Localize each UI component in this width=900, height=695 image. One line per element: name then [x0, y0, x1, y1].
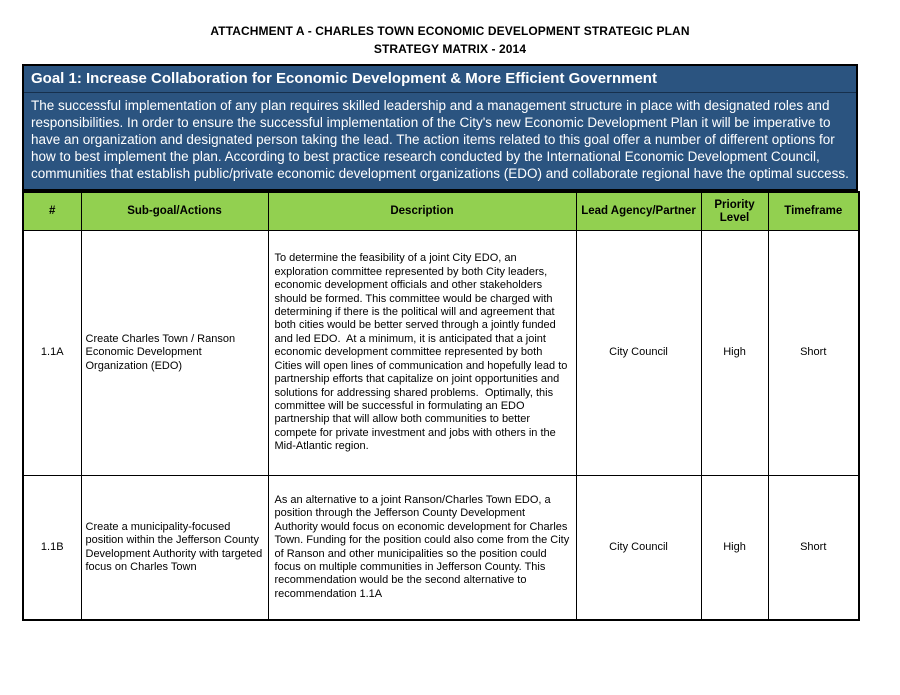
cell-priority: High [701, 476, 768, 621]
cell-description: As an alternative to a joint Ranson/Charles Town EDO, a position through the Jefferson County Development Authority would focus on economic development for Charles Town. Funding for the position could also come from the City of Ranson and other municipalities so the position could focus on multiple communities in Jefferson County. This recommendation would be the second alternative to recommendation 1.1A [268, 476, 576, 621]
strategy-matrix-sheet [22, 64, 858, 621]
column-header-lead-agency: Lead Agency/Partner [576, 192, 701, 231]
cell-timeframe: Short [768, 476, 859, 621]
table-header-row [23, 192, 859, 231]
column-header-description: Description [268, 192, 576, 231]
goal-block [22, 64, 858, 191]
document-title-line1: ATTACHMENT A - CHARLES TOWN ECONOMIC DEVELOPMENT STRATEGIC PLAN [210, 24, 690, 38]
column-header-number: # [23, 192, 81, 231]
goal-description: The successful implementation of any plan requires skilled leadership and a management structure in place with designated roles and responsibilities. In order to ensure the successful implementation of the City's new Economic Development Plan it will be imperative to have an organization and designated person taking the lead. The action items related to this goal offer a number of different options for how to best implement the plan. According to best practice research conducted by the International Economic Development Council, communities that establish public/private economic development organizations (EDO) and collaborate regional have the optimal success. [31, 98, 849, 181]
cell-lead-agency: City Council [576, 476, 701, 621]
column-header-priority: Priority Level [701, 192, 768, 231]
table-row-1-1a [23, 231, 859, 476]
cell-number: 1.1B [23, 476, 81, 621]
document-title [0, 0, 900, 58]
column-header-subgoal: Sub-goal/Actions [81, 192, 268, 231]
cell-number: 1.1A [23, 231, 81, 476]
goal-heading: Goal 1: Increase Collaboration for Economic Development & More Efficient Government [24, 66, 856, 93]
document-title-line2: STRATEGY MATRIX - 2014 [373, 42, 527, 56]
cell-subgoal: Create Charles Town / Ranson Economic Development Organization (EDO) [81, 231, 268, 476]
cell-lead-agency: City Council [576, 231, 701, 476]
column-header-timeframe: Timeframe [768, 192, 859, 231]
cell-priority: High [701, 231, 768, 476]
strategy-matrix-table [22, 191, 860, 621]
table-row-1-1b [23, 476, 859, 621]
cell-timeframe: Short [768, 231, 859, 476]
cell-description: To determine the feasibility of a joint City EDO, an exploration committee represented by both City leaders, economic development officials and other stakeholders should be formed. This committee would be charged with determining if there is the political will and agreement that both cities would be better served through a jointly funded and led EDO. At a minimum, it is anticipated that a joint economic development committee represented by both Cities will open lines of communication and hopefully lead to partnership efforts that capitalize on joint opportunities and solutions for addressing shared problems. Optimally, this committee will be successful in formulating an EDO partnership that will allow both communities to better compete for private investment and jobs with others in the Mid-Atlantic region. [268, 231, 576, 476]
cell-subgoal: Create a municipality-focused position within the Jefferson County Development Authority with targeted focus on Charles Town [81, 476, 268, 621]
